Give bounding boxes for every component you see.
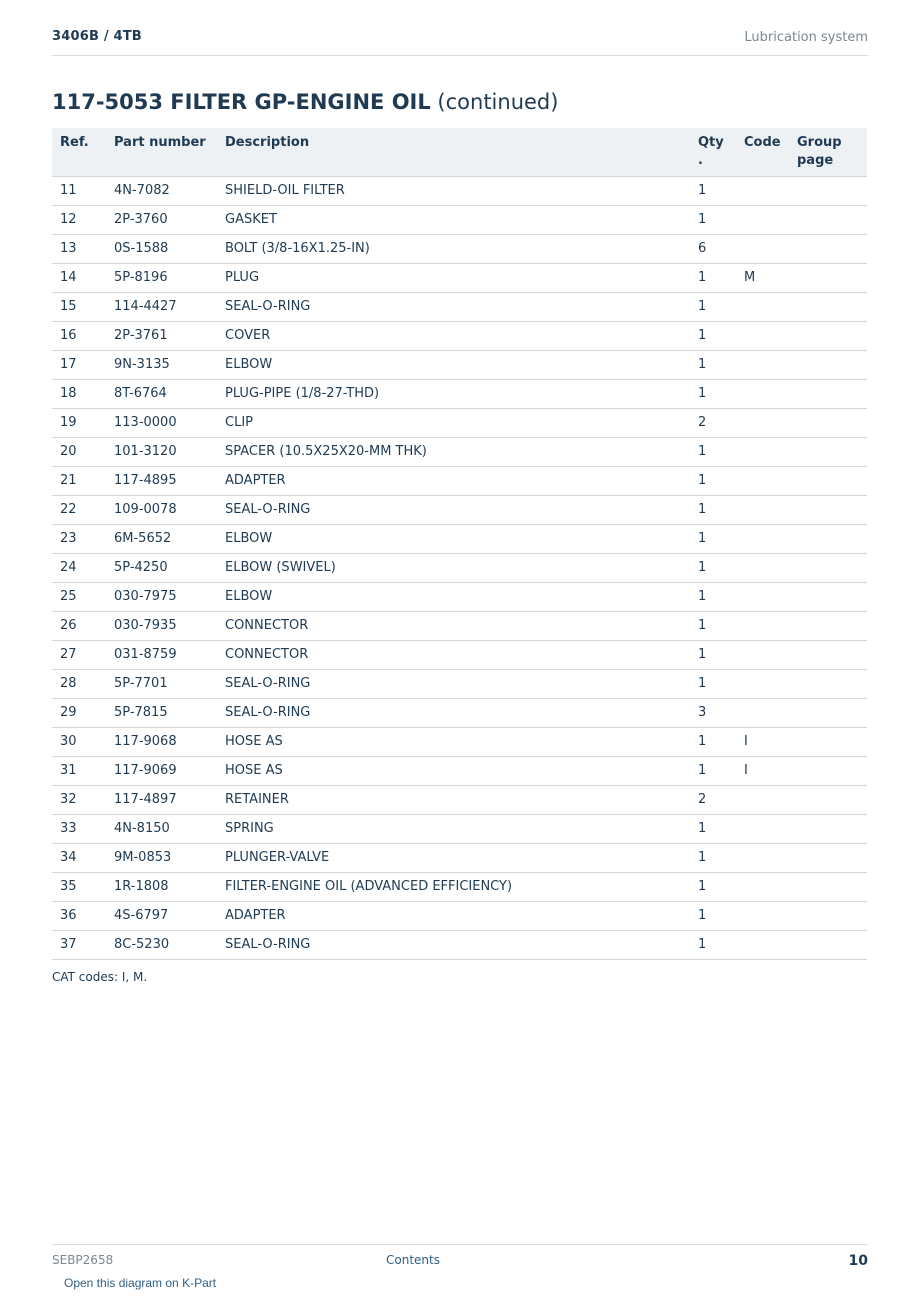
table-row <box>52 437 867 466</box>
cell-code: I <box>736 727 789 756</box>
cell-part-number: 1R-1808 <box>106 872 217 901</box>
cell-code <box>736 669 789 698</box>
cell-group-page <box>789 466 867 495</box>
header-ref: Ref. <box>52 128 106 176</box>
cell-code <box>736 553 789 582</box>
cell-qty: 1 <box>690 263 736 292</box>
cell-group-page <box>789 640 867 669</box>
cell-qty: 1 <box>690 930 736 959</box>
cell-ref: 27 <box>52 640 106 669</box>
cell-part-number: 117-4897 <box>106 785 217 814</box>
cell-code: I <box>736 756 789 785</box>
cell-code <box>736 814 789 843</box>
cell-group-page <box>789 901 867 930</box>
cell-qty: 1 <box>690 582 736 611</box>
cell-group-page <box>789 930 867 959</box>
cell-code <box>736 321 789 350</box>
cell-ref: 11 <box>52 176 106 205</box>
cell-group-page <box>789 669 867 698</box>
page-title <box>52 90 558 114</box>
cell-group-page <box>789 437 867 466</box>
cell-group-page <box>789 176 867 205</box>
open-diagram-k-part-link[interactable]: Open this diagram on K-Part <box>64 1276 217 1290</box>
table-row <box>52 640 867 669</box>
table-row <box>52 843 867 872</box>
cell-qty: 1 <box>690 379 736 408</box>
cell-group-page <box>789 553 867 582</box>
table-row <box>52 408 867 437</box>
page-number: 10 <box>848 1253 868 1269</box>
cell-qty: 1 <box>690 495 736 524</box>
cell-ref: 34 <box>52 843 106 872</box>
table-header-row <box>52 128 867 176</box>
cell-group-page <box>789 234 867 263</box>
table-row <box>52 524 867 553</box>
header-group-line1: Group <box>797 135 842 150</box>
cell-part-number: 0S-1588 <box>106 234 217 263</box>
header-code: Code <box>736 128 789 176</box>
contents-link[interactable]: Contents <box>386 1253 440 1267</box>
cell-description: COVER <box>217 321 690 350</box>
table-row <box>52 785 867 814</box>
cell-group-page <box>789 205 867 234</box>
header-part-number: Part number <box>106 128 217 176</box>
cell-description: PLUNGER-VALVE <box>217 843 690 872</box>
table-row <box>52 901 867 930</box>
cell-part-number: 5P-7701 <box>106 669 217 698</box>
cell-code <box>736 582 789 611</box>
cell-description: CLIP <box>217 408 690 437</box>
cell-code <box>736 408 789 437</box>
header-group-page <box>789 128 867 176</box>
document-id: SEBP2658 <box>52 1253 114 1267</box>
cell-group-page <box>789 263 867 292</box>
cell-qty: 1 <box>690 437 736 466</box>
table-row <box>52 495 867 524</box>
cell-ref: 21 <box>52 466 106 495</box>
header-qty-line1: Qty <box>698 135 724 150</box>
cell-ref: 28 <box>52 669 106 698</box>
cell-group-page <box>789 350 867 379</box>
cell-ref: 13 <box>52 234 106 263</box>
cell-qty: 1 <box>690 611 736 640</box>
cell-part-number: 117-9068 <box>106 727 217 756</box>
cell-qty: 1 <box>690 669 736 698</box>
cell-ref: 35 <box>52 872 106 901</box>
cell-code <box>736 872 789 901</box>
cell-part-number: 4S-6797 <box>106 901 217 930</box>
table-row <box>52 814 867 843</box>
header-description: Description <box>217 128 690 176</box>
cell-part-number: 9M-0853 <box>106 843 217 872</box>
cell-description: SEAL-O-RING <box>217 930 690 959</box>
title-main: 117-5053 FILTER GP-ENGINE OIL <box>52 90 431 114</box>
cell-code <box>736 176 789 205</box>
cell-part-number: 113-0000 <box>106 408 217 437</box>
cell-part-number: 5P-4250 <box>106 553 217 582</box>
cell-ref: 37 <box>52 930 106 959</box>
table-row <box>52 756 867 785</box>
cell-code <box>736 234 789 263</box>
section-label: Lubrication system <box>744 30 868 45</box>
header-qty-line2: . <box>698 153 703 168</box>
cell-part-number: 8C-5230 <box>106 930 217 959</box>
cell-part-number: 5P-8196 <box>106 263 217 292</box>
cell-ref: 25 <box>52 582 106 611</box>
cell-description: SEAL-O-RING <box>217 669 690 698</box>
table-row <box>52 205 867 234</box>
table-row <box>52 553 867 582</box>
cell-code <box>736 698 789 727</box>
cell-code <box>736 640 789 669</box>
cell-qty: 1 <box>690 872 736 901</box>
cell-code <box>736 350 789 379</box>
cell-part-number: 117-4895 <box>106 466 217 495</box>
cell-description: ADAPTER <box>217 466 690 495</box>
cell-ref: 17 <box>52 350 106 379</box>
parts-table <box>52 128 867 960</box>
cell-part-number: 114-4427 <box>106 292 217 321</box>
page-header <box>52 28 868 56</box>
cell-code: M <box>736 263 789 292</box>
cell-group-page <box>789 872 867 901</box>
cell-qty: 1 <box>690 727 736 756</box>
cell-description: SEAL-O-RING <box>217 698 690 727</box>
cell-qty: 1 <box>690 843 736 872</box>
title-suffix: (continued) <box>430 90 559 114</box>
cell-group-page <box>789 727 867 756</box>
page-footer <box>52 1244 868 1275</box>
cell-part-number: 6M-5652 <box>106 524 217 553</box>
cell-group-page <box>789 321 867 350</box>
cell-qty: 1 <box>690 321 736 350</box>
cell-code <box>736 379 789 408</box>
cell-description: RETAINER <box>217 785 690 814</box>
cell-qty: 1 <box>690 901 736 930</box>
table-row <box>52 321 867 350</box>
table-row <box>52 727 867 756</box>
table-row <box>52 611 867 640</box>
cell-part-number: 4N-8150 <box>106 814 217 843</box>
cell-group-page <box>789 524 867 553</box>
model-label: 3406B / 4TB <box>52 29 142 44</box>
table-row <box>52 176 867 205</box>
cell-group-page <box>789 408 867 437</box>
cell-description: SPRING <box>217 814 690 843</box>
cell-ref: 23 <box>52 524 106 553</box>
cell-description: PLUG-PIPE (1/8-27-THD) <box>217 379 690 408</box>
cell-ref: 30 <box>52 727 106 756</box>
cell-description: CONNECTOR <box>217 640 690 669</box>
cell-description: SEAL-O-RING <box>217 292 690 321</box>
cell-description: GASKET <box>217 205 690 234</box>
cell-part-number: 101-3120 <box>106 437 217 466</box>
table-row <box>52 669 867 698</box>
table-row <box>52 292 867 321</box>
cell-qty: 1 <box>690 756 736 785</box>
cell-code <box>736 205 789 234</box>
cell-ref: 24 <box>52 553 106 582</box>
cell-description: HOSE AS <box>217 756 690 785</box>
cell-part-number: 8T-6764 <box>106 379 217 408</box>
cell-qty: 1 <box>690 176 736 205</box>
cell-code <box>736 466 789 495</box>
cell-description: CONNECTOR <box>217 611 690 640</box>
cell-part-number: 4N-7082 <box>106 176 217 205</box>
cell-part-number: 030-7975 <box>106 582 217 611</box>
cell-ref: 22 <box>52 495 106 524</box>
cell-ref: 19 <box>52 408 106 437</box>
cell-part-number: 2P-3761 <box>106 321 217 350</box>
cell-ref: 33 <box>52 814 106 843</box>
cell-description: ELBOW <box>217 350 690 379</box>
table-row <box>52 350 867 379</box>
cell-description: FILTER-ENGINE OIL (ADVANCED EFFICIENCY) <box>217 872 690 901</box>
cell-ref: 29 <box>52 698 106 727</box>
cell-group-page <box>789 582 867 611</box>
cell-code <box>736 901 789 930</box>
cell-part-number: 031-8759 <box>106 640 217 669</box>
cell-part-number: 117-9069 <box>106 756 217 785</box>
cell-qty: 2 <box>690 785 736 814</box>
cell-group-page <box>789 611 867 640</box>
cat-codes-note: CAT codes: I, M. <box>52 970 148 984</box>
cell-part-number: 109-0078 <box>106 495 217 524</box>
cell-code <box>736 611 789 640</box>
cell-code <box>736 292 789 321</box>
cell-qty: 1 <box>690 292 736 321</box>
cell-group-page <box>789 698 867 727</box>
cell-group-page <box>789 292 867 321</box>
cell-ref: 18 <box>52 379 106 408</box>
parts-table-body <box>52 176 867 959</box>
table-row <box>52 698 867 727</box>
cell-group-page <box>789 495 867 524</box>
cell-description: ADAPTER <box>217 901 690 930</box>
cell-qty: 1 <box>690 466 736 495</box>
cell-description: BOLT (3/8-16X1.25-IN) <box>217 234 690 263</box>
cell-ref: 31 <box>52 756 106 785</box>
cell-qty: 1 <box>690 524 736 553</box>
cell-qty: 1 <box>690 205 736 234</box>
cell-ref: 12 <box>52 205 106 234</box>
cell-qty: 1 <box>690 814 736 843</box>
cell-group-page <box>789 785 867 814</box>
cell-description: SEAL-O-RING <box>217 495 690 524</box>
cell-description: PLUG <box>217 263 690 292</box>
cell-part-number: 2P-3760 <box>106 205 217 234</box>
cell-description: ELBOW <box>217 582 690 611</box>
cell-code <box>736 843 789 872</box>
header-group-line2: page <box>797 153 834 168</box>
cell-qty: 3 <box>690 698 736 727</box>
cell-ref: 26 <box>52 611 106 640</box>
cell-code <box>736 785 789 814</box>
cell-part-number: 030-7935 <box>106 611 217 640</box>
cell-part-number: 5P-7815 <box>106 698 217 727</box>
cell-group-page <box>789 843 867 872</box>
table-row <box>52 582 867 611</box>
cell-description: ELBOW (SWIVEL) <box>217 553 690 582</box>
table-row <box>52 466 867 495</box>
cell-description: HOSE AS <box>217 727 690 756</box>
cell-group-page <box>789 379 867 408</box>
cell-ref: 15 <box>52 292 106 321</box>
cell-group-page <box>789 814 867 843</box>
cell-code <box>736 495 789 524</box>
cell-description: ELBOW <box>217 524 690 553</box>
cell-description: SPACER (10.5X25X20-MM THK) <box>217 437 690 466</box>
table-row <box>52 930 867 959</box>
table-row <box>52 263 867 292</box>
cell-ref: 32 <box>52 785 106 814</box>
cell-ref: 20 <box>52 437 106 466</box>
table-row <box>52 379 867 408</box>
cell-qty: 1 <box>690 350 736 379</box>
cell-qty: 2 <box>690 408 736 437</box>
table-row <box>52 872 867 901</box>
cell-description: SHIELD-OIL FILTER <box>217 176 690 205</box>
cell-code <box>736 524 789 553</box>
cell-qty: 1 <box>690 553 736 582</box>
cell-qty: 1 <box>690 640 736 669</box>
table-row <box>52 234 867 263</box>
cell-ref: 14 <box>52 263 106 292</box>
cell-group-page <box>789 756 867 785</box>
cell-ref: 36 <box>52 901 106 930</box>
cell-ref: 16 <box>52 321 106 350</box>
cell-part-number: 9N-3135 <box>106 350 217 379</box>
cell-code <box>736 437 789 466</box>
cell-qty: 6 <box>690 234 736 263</box>
header-qty <box>690 128 736 176</box>
cell-code <box>736 930 789 959</box>
